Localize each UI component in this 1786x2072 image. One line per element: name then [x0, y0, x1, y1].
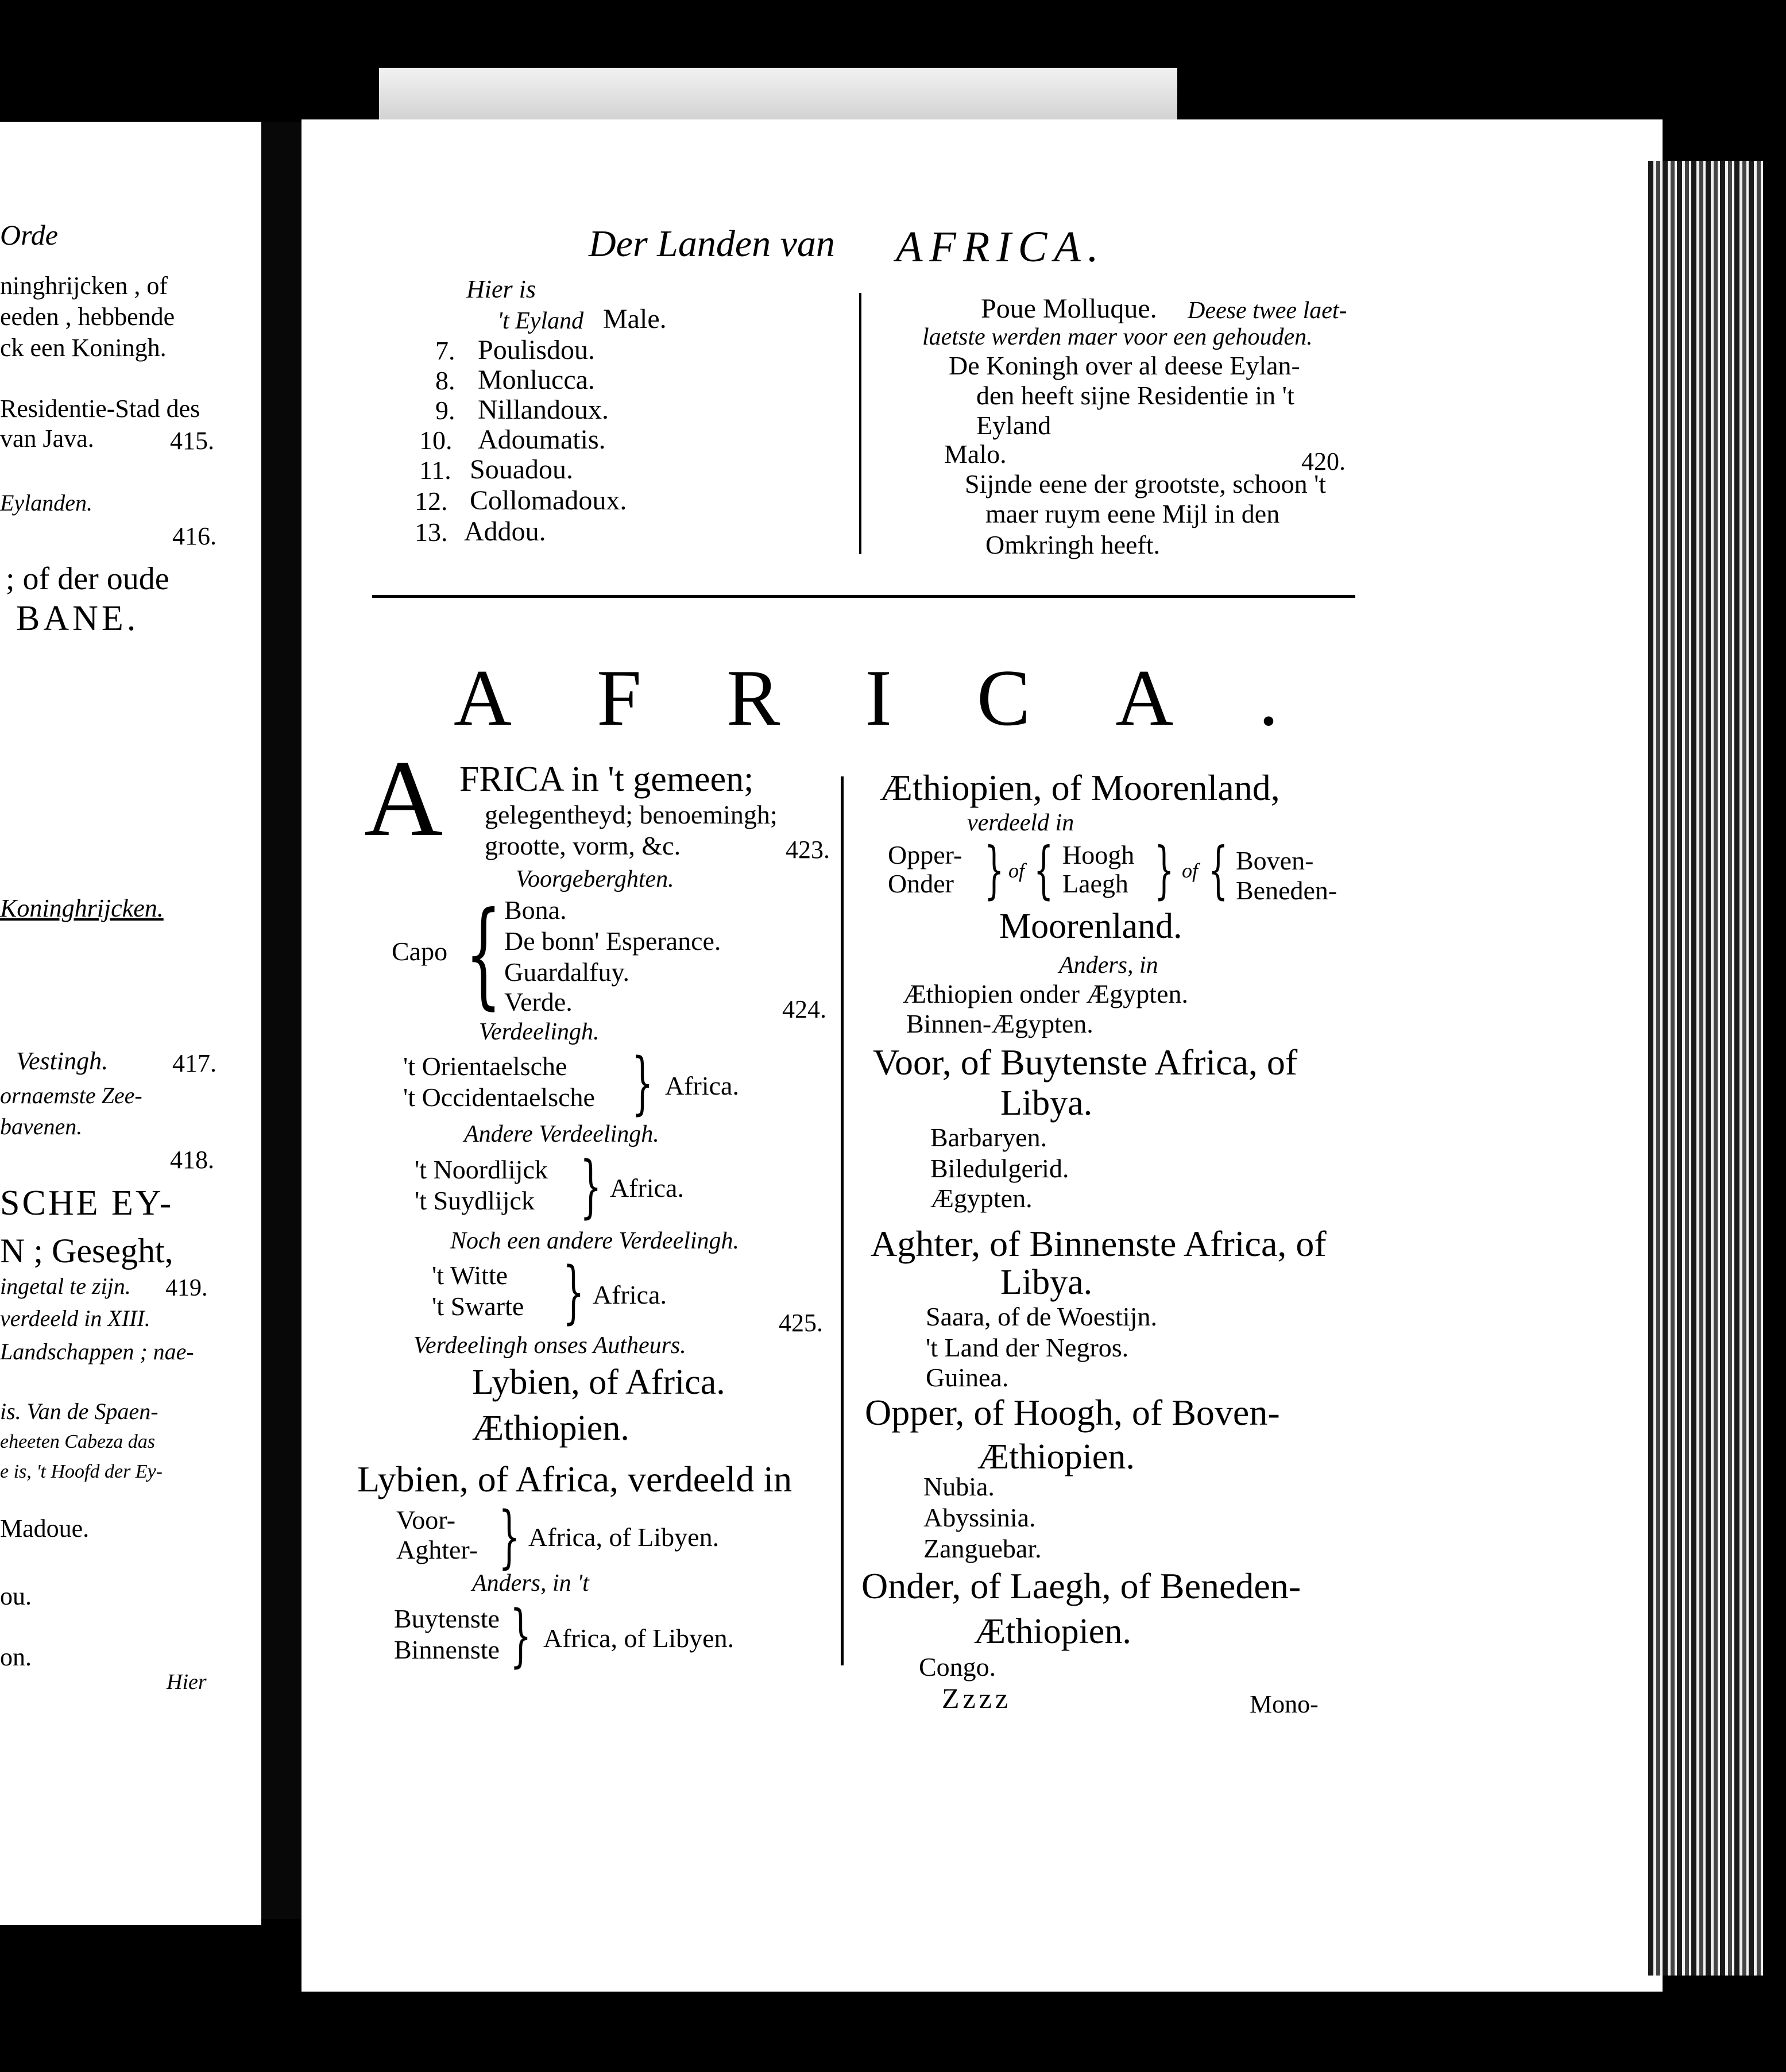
intro-line: Hier is — [466, 275, 536, 303]
division-item: Beneden- — [1236, 876, 1337, 905]
division-item: 't Witte — [432, 1261, 508, 1290]
book-gutter — [261, 122, 301, 1919]
section-line: Lybien, of Africa. — [472, 1363, 725, 1402]
division-item: 't Orientaelsche — [403, 1052, 567, 1081]
top-right-line: Poue Molluque. — [981, 293, 1157, 324]
division-target: Africa, of Libyen. — [528, 1522, 720, 1552]
list-item: 't Land der Negros. — [926, 1333, 1129, 1362]
left-page-number: 416. — [172, 522, 217, 550]
island-number: 7. — [435, 336, 455, 365]
top-right-line: Omkringh heeft. — [985, 530, 1161, 559]
left-line: on. — [0, 1643, 32, 1671]
list-item: Binnen-Ægypten. — [906, 1009, 1093, 1038]
list-item: Biledulgerid. — [930, 1154, 1069, 1183]
section-line: Moorenland. — [999, 907, 1182, 946]
capo-item: De bonn' Esperance. — [504, 926, 721, 956]
brace: { — [465, 887, 502, 1021]
left-line: Landschappen ; nae- — [0, 1339, 194, 1364]
left-line: ou. — [0, 1582, 32, 1610]
top-right-page-number: 420. — [1301, 447, 1346, 476]
island-name: Monlucca. — [478, 365, 595, 395]
subheading: Verdeelingh. — [479, 1019, 600, 1045]
division-item: 't Swarte — [432, 1292, 524, 1321]
capo-item: Verde. — [504, 987, 573, 1016]
brace: } — [984, 834, 1004, 906]
section-rule — [372, 595, 1355, 598]
running-title-pre: Der Landen van — [589, 223, 835, 265]
top-right-line: De Koningh over al deese Eylan- — [949, 351, 1300, 380]
intro-line: 't Eyland — [497, 308, 584, 334]
island-name: Addou. — [464, 516, 546, 547]
division-item: Aghter- — [396, 1535, 478, 1564]
left-line: eeden , hebbende — [0, 303, 175, 331]
island-number: 12. — [415, 486, 448, 516]
division-item: Boven- — [1236, 846, 1314, 875]
left-page-number: 415. — [170, 427, 214, 455]
left-line: ninghrijcken , of — [0, 272, 168, 300]
of-word: of — [1008, 859, 1025, 882]
top-right-line: laetste werden maer voor een gehouden. — [922, 324, 1313, 350]
island-name: Nillandoux. — [478, 395, 609, 425]
left-line: e is, 't Hoofd der Ey- — [0, 1461, 163, 1482]
division-target: Africa. — [593, 1280, 667, 1309]
left-heading: SCHE EY- — [0, 1184, 174, 1223]
left-line: Eylanden. — [0, 490, 93, 516]
section-heading: Aghter, of Binnenste Africa, of — [871, 1223, 1327, 1264]
list-item: Æthiopien onder Ægypten. — [903, 979, 1188, 1008]
subheading: Anders, in 't — [472, 1570, 589, 1596]
division-item: Laegh — [1062, 869, 1128, 898]
top-column-rule — [859, 293, 861, 554]
list-item: Nubia. — [923, 1472, 995, 1501]
division-item: 't Occidentaelsche — [403, 1083, 595, 1112]
brace: { — [1208, 834, 1228, 906]
list-item: Ægypten. — [930, 1184, 1033, 1213]
intro-heading: FRICA in 't gemeen; — [459, 760, 754, 799]
left-line: ; of der oude — [6, 561, 169, 597]
subheading: Noch een andere Verdeelingh. — [450, 1228, 740, 1254]
division-item: 't Suydlijck — [415, 1186, 535, 1215]
left-line: verdeeld in XIII. — [0, 1305, 150, 1331]
top-right-line: Malo. — [944, 439, 1007, 469]
division-item: Binnenste — [394, 1635, 500, 1664]
list-item: Abyssinia. — [923, 1503, 1036, 1532]
island-number: 13. — [415, 517, 448, 547]
brace: } — [498, 1497, 520, 1576]
division-target: Africa. — [610, 1173, 684, 1203]
list-item: Barbaryen. — [930, 1123, 1047, 1152]
island-number: 10. — [419, 426, 453, 455]
page-reference: 425. — [779, 1309, 823, 1337]
page-edges — [1648, 161, 1763, 1976]
subheading: Anders, in — [1059, 952, 1158, 979]
subheading: Andere Verdeelingh. — [464, 1121, 659, 1147]
brace: } — [563, 1252, 585, 1331]
division-item: 't Noordlijck — [415, 1155, 548, 1184]
capo-item: Bona. — [504, 895, 567, 925]
division-item: Hoogh — [1062, 840, 1135, 869]
left-line: Residentie-Stad des — [0, 395, 200, 423]
brace: } — [580, 1146, 602, 1226]
intro-line: grootte, vorm, &c. — [485, 831, 681, 860]
island-name: Adoumatis. — [478, 424, 606, 455]
catchword: Mono- — [1250, 1690, 1319, 1718]
brace: } — [1154, 834, 1174, 906]
left-line: van Java. — [0, 424, 94, 453]
division-item: Opper- — [888, 840, 962, 869]
left-line: bavenen. — [0, 1114, 83, 1139]
intro-line: gelegentheyd; benoemingh; — [485, 800, 778, 829]
subheading: Voorgeberghten. — [516, 866, 674, 892]
section-line: Libya. — [1000, 1263, 1093, 1302]
left-heading: BANE. — [16, 599, 140, 638]
intro-line: Male. — [603, 304, 667, 334]
list-item: Congo. — [919, 1652, 996, 1681]
division-target: Africa. — [665, 1071, 739, 1100]
section-heading: Æthiopien, of Moorenland, — [880, 767, 1280, 808]
capo-label: Capo — [392, 937, 448, 966]
left-page-number: 419. — [165, 1275, 208, 1301]
island-name: Collomadoux. — [470, 485, 627, 516]
left-line: Orde — [0, 219, 58, 251]
section-line: Æthiopien. — [974, 1612, 1131, 1651]
section-heading: Voor, of Buytenste Africa, of — [873, 1042, 1298, 1083]
section-heading: Opper, of Hoogh, of Boven- — [865, 1392, 1280, 1433]
page-reference: 423. — [786, 836, 830, 864]
left-heading: N ; Geseght, — [0, 1232, 173, 1270]
left-line: eheeten Cabeza das — [0, 1431, 156, 1452]
of-word: of — [1182, 859, 1199, 882]
left-page — [0, 122, 261, 1925]
division-item: Onder — [888, 869, 954, 898]
top-right-line: Deese twee laet- — [1188, 297, 1347, 324]
subheading: verdeeld in — [967, 810, 1074, 836]
left-line: Koninghrijcken. — [0, 894, 164, 922]
island-name: Poulisdou. — [478, 335, 596, 365]
column-rule — [841, 776, 844, 1665]
list-item: Saara, of de Woestijn. — [926, 1302, 1157, 1331]
left-line: ck een Koningh. — [0, 334, 167, 362]
division-target: Africa, of Libyen. — [543, 1623, 734, 1653]
section-line: Libya. — [1000, 1084, 1093, 1123]
left-page-number: 417. — [172, 1049, 217, 1077]
brace: { — [1034, 834, 1054, 906]
main-title: AFRICA. — [454, 654, 1364, 743]
subheading: Verdeelingh onses Autheurs. — [413, 1332, 686, 1359]
island-number: 9. — [435, 396, 455, 425]
signature-mark: Zzzz — [942, 1682, 1012, 1714]
island-number: 11. — [419, 455, 451, 485]
left-line: is. Van de Spaen- — [0, 1398, 159, 1424]
division-item: Buytenste — [394, 1604, 500, 1633]
left-catchword: Hier — [167, 1670, 207, 1694]
brace: } — [510, 1595, 532, 1675]
section-line: Æthiopien. — [472, 1409, 629, 1448]
brace: } — [632, 1043, 654, 1122]
section-heading: Lybien, of Africa, verdeeld in — [357, 1459, 793, 1499]
top-right-line: maer ruym eene Mijl in den — [985, 499, 1280, 528]
capo-item: Guardalfuy. — [504, 957, 629, 987]
section-heading: Onder, of Laegh, of Beneden- — [861, 1565, 1301, 1606]
drop-cap: A — [364, 739, 443, 859]
division-item: Voor- — [396, 1505, 456, 1534]
top-right-line: den heeft sijne Residentie in 't — [976, 381, 1294, 410]
top-right-line: Sijnde eene der grootste, schoon 't — [965, 469, 1327, 498]
top-right-line: Eyland — [976, 411, 1052, 440]
left-page-number: 418. — [170, 1146, 214, 1174]
list-item: Guinea. — [926, 1363, 1009, 1392]
list-item: Zanguebar. — [923, 1534, 1042, 1563]
left-line: Vestingh. — [16, 1047, 109, 1075]
left-line: ingetal te zijn. — [0, 1273, 131, 1299]
island-number: 8. — [435, 366, 455, 395]
island-name: Souadou. — [470, 454, 573, 485]
left-line: ornaemste Zee- — [0, 1083, 142, 1108]
page-reference: 424. — [782, 995, 826, 1023]
running-title-main: AFRICA. — [896, 223, 1105, 271]
paper-strip — [379, 68, 1177, 125]
section-line: Æthiopien. — [977, 1437, 1135, 1476]
left-line: Madoue. — [0, 1514, 90, 1543]
